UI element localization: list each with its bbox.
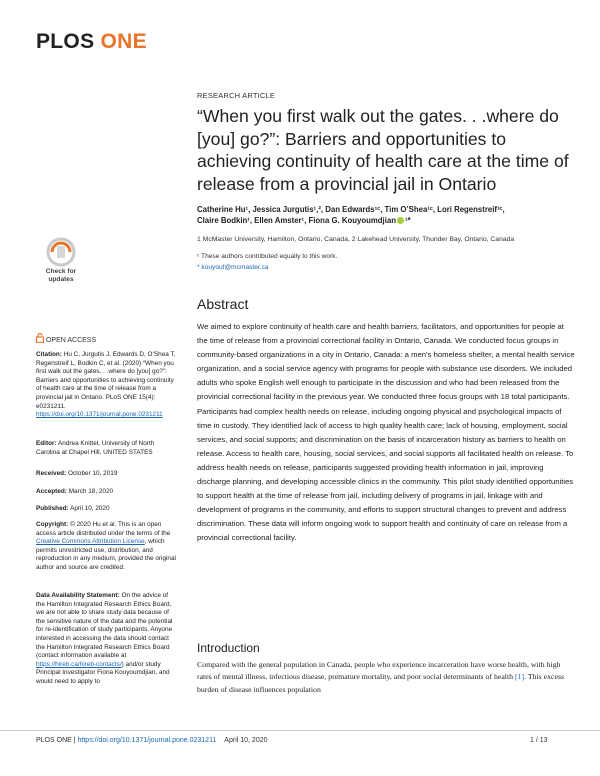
corresponding-email[interactable]: * kouyouf@mcmaster.ca [197, 264, 269, 271]
open-access-label: OPEN ACCESS [45, 337, 97, 344]
intro-text-1: Compared with the general population in Canada, people who experience incarceration have worse health, with high rates of mental illness, infectious disease, premature mortality, and poor social determinants of health [197, 660, 561, 682]
published-label: Published: [36, 505, 69, 512]
reference-link[interactable]: [1] [515, 672, 525, 682]
authors-line-1: Catherine Hu¹, Jessica Jurgutis¹,², Dan Edwards¹ᶜ, Tim O’Shea¹ᶜ, Lori Regenstreif¹ᶜ, [197, 205, 505, 214]
open-lock-icon [36, 333, 44, 343]
article-type: RESEARCH ARTICLE [197, 91, 276, 100]
article-title: “When you first walk out the gates. . .where do [you] go?”: Barriers and opportunities to achieving continuity of health care at the time of release from a provincial jail in Ontario [197, 106, 569, 194]
hireb-contacts-link[interactable]: https://hireb.ca/hireb-contacts/ [36, 660, 122, 668]
data-availability-text-1: On the advice of the Hamilton Integrated Research Ethics Board, we are not able to share study data because of the sensitive nature of the data and the potential for re-identification of study participants. Anyone interested in accessing the data should contact the Hamilton Integrated Research Ethics Board (contact information available at [36, 592, 173, 660]
check-for-updates-badge[interactable] [36, 237, 86, 293]
copyright-label: Copyright: [36, 521, 69, 528]
editor-text: Andrea Knittel, University of North Carolina at Chapel Hill, UNITED STATES [36, 440, 155, 456]
citation-block [36, 351, 178, 420]
authors-line-2-marks: ¹* [405, 216, 411, 225]
footer-divider [0, 730, 600, 731]
check-updates-line2: updates [48, 276, 74, 283]
citation-doi-link[interactable]: https://doi.org/10.1371/journal.pone.0231211 [36, 411, 163, 419]
accepted-date: March 18, 2020 [68, 488, 114, 495]
received-label: Received: [36, 470, 67, 477]
journal-logo[interactable] [36, 30, 147, 54]
authors-line-2-names: Claire Bodkin¹, Ellen Amster¹, Fiona G. Kouyoumdjian [197, 216, 396, 225]
orcid-icon[interactable] [397, 217, 404, 224]
footer-journal: PLOS ONE [36, 737, 72, 744]
affiliations: 1 McMaster University, Hamilton, Ontario, Canada, 2 Lakehead University, Thunder Bay, Ontario, Canada [197, 236, 515, 243]
citation-text: Hu C, Jurgutis J, Edwards D, O’Shea T, Regenstreif L, Bodkin C, et al. (2020) “When you first walk out the gates. . .where do [you] go?”: Barriers and opportunities to achieving continuity of health care at the time of release from a provincial jail in Ontario. PLoS ONE 15(4): e0231211. [36, 351, 176, 410]
received-block [36, 470, 178, 479]
data-availability-label: Data Availability Statement: [36, 592, 120, 599]
citation-label: Citation: [36, 351, 62, 358]
data-availability-block [36, 592, 178, 687]
logo-plos: PLOS [36, 30, 95, 53]
equal-contribution-note: ᶜ These authors contributed equally to this work. [197, 253, 338, 260]
received-date: October 10, 2019 [67, 470, 118, 477]
abstract-heading: Abstract [197, 296, 249, 312]
copyright-block [36, 521, 178, 573]
intro-text-2: . This excess burden of disease influences population [197, 672, 565, 694]
editor-block [36, 440, 178, 457]
authors-line-2 [197, 215, 577, 226]
check-updates-label [36, 268, 86, 284]
open-access-badge [36, 333, 96, 344]
copyright-text-1: © 2020 Hu et al. This is an open access article distributed under the terms of the [36, 521, 171, 537]
check-updates-icon [36, 237, 86, 267]
page-number: 1 / 13 [530, 737, 548, 744]
footer-date: April 10, 2020 [224, 737, 268, 744]
accepted-label: Accepted: [36, 488, 67, 495]
copyright-text-2: , which permits unrestricted use, distribution, and reproduction in any medium, provided the original author and source are credited. [36, 538, 176, 571]
abstract-text: We aimed to explore continuity of health care and health barriers, facilitators, and opportunities for people at the time of release from a provincial correctional facility in Ontario, Canada. We conducted focus groups in community-based organizations in a city in Ontario, Canada: a men’s homeless shelter, a mental health service organization, and a social service agency with programs for people with substance use disorders. We included adults who spoke English well enough to participate in the discussion and who had been released from the provincial correctional facility in the previous year. We conducted three focus groups with 18 total participants. Participants had complex health needs on release, including ongoing physical and psychological impacts of time in custody. They identified lack of access to high quality health care; lack of housing, employment, social services, and social supports; and discrimination on the basis of incarceration history as barriers to health on release. Access to health care, housing, social services, and social supports all facilitated health on release. To address health needs on release, participants suggested providing health information in jail, improving discharge planning, and developing accessible clinics in the community. This pilot study identified opportunities to support health at the time of release from jail, including delivery of programs in jail, linkage with and development of programs in the community, and efforts to support structural changes to prevent and address discrimination. These data will inform ongoing work to support health and continuity of care on release from a provincial correctional facility. [197, 322, 575, 543]
introduction-heading: Introduction [197, 641, 260, 655]
editor-label: Editor: [36, 440, 57, 447]
published-block [36, 505, 178, 514]
footer-citation [36, 737, 268, 744]
footer-separator: | [71, 737, 78, 744]
footer-doi-link[interactable]: https://doi.org/10.1371/journal.pone.0231211 [77, 737, 217, 744]
author-list [197, 204, 577, 226]
cc-license-link[interactable]: Creative Commons Attribution License [36, 538, 145, 546]
published-date: April 10, 2020 [70, 505, 110, 512]
check-updates-line1: Check for [45, 268, 77, 275]
logo-one: ONE [100, 30, 147, 53]
accepted-block [36, 488, 178, 497]
introduction-text [197, 659, 575, 696]
data-availability-text-2: ) and/or study Principal Investigator Fiona Kouyoumdjian, and would need to apply to [36, 660, 170, 685]
